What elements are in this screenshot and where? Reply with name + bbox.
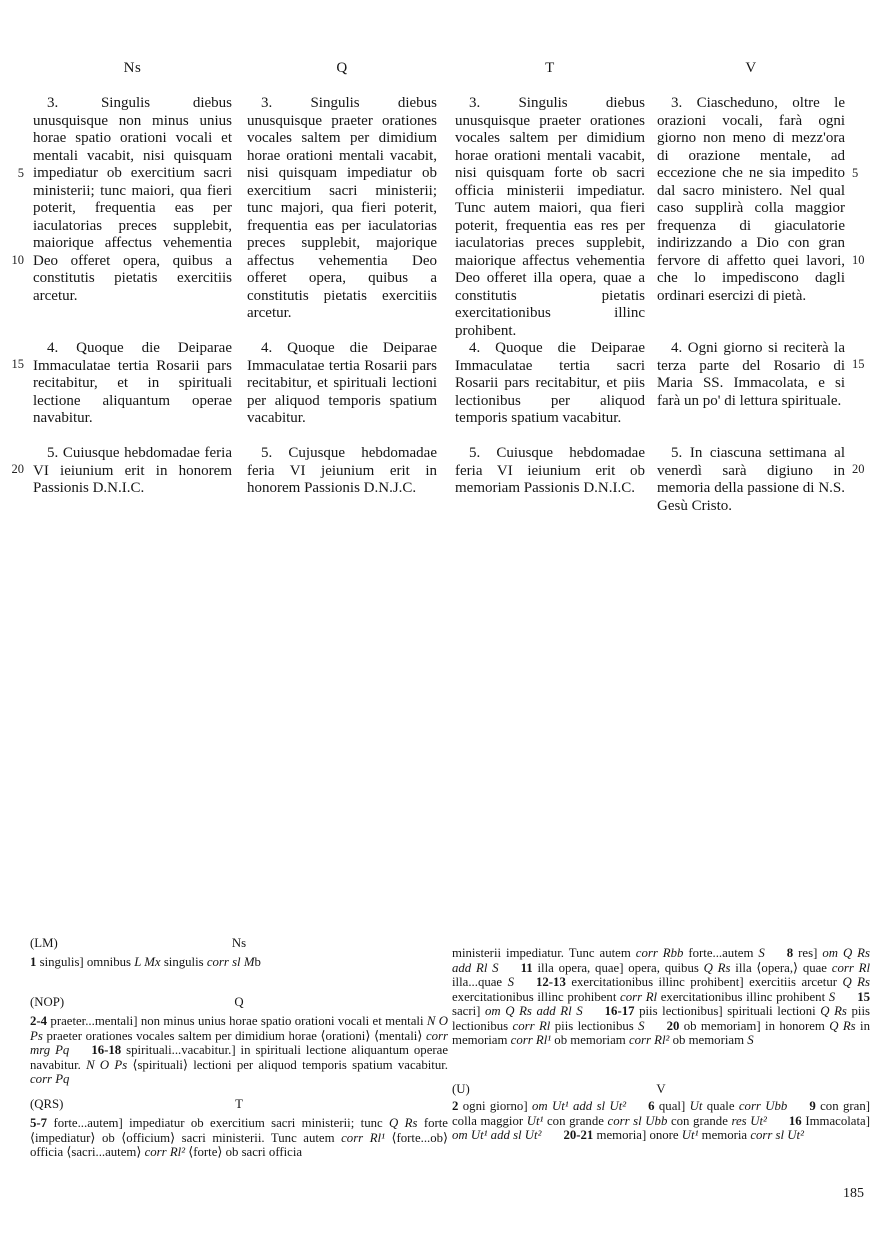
paragraph-5: 5. In ciascuna settimana al venerdì sarà digiuno in memoria della passione di N.S. Gesù Cristo. — [657, 445, 845, 514]
apparatus-section-siglum: V — [656, 1082, 666, 1096]
paragraph-4: 4. Quoque die Deiparae Immaculatae tertia sacri Rosarii pars recitabitur, et piis lectionibus per aliquod temporis spatium vacabitur. — [455, 340, 645, 426]
apparatus-section-siglum: T — [235, 1097, 243, 1111]
paragraph-4: 4. Ogni giorno si reciterà la terza parte del Rosario di Maria SS. Immacolata, e si farà un po' di lettura spirituale. — [657, 340, 845, 409]
apparatus-section-header-nop — [30, 995, 448, 1011]
column-siglum-q: Q — [336, 60, 348, 76]
paragraph-5: 5. Cujusque hebdomadae feria VI jeiunium erit in honorem Passionis D.N.J.C. — [247, 445, 437, 496]
line-number-left-15: 15 — [11, 357, 24, 371]
line-number-right-10: 10 — [852, 253, 865, 267]
paragraph-3: 3. Ciascheduno, oltre le orazioni vocali, farà ogni giorno non meno di mezz'ora di orazione mentale, ad eccezione che ne sia impedito dal sacro ministero. Nel qual caso supplirà colla maggior frequenza di giaculatorie indirizzando a Dio con gran fervore di affetto quei lavori, che lo impediscono dagli ordinari esercizi di pietà. — [657, 95, 845, 304]
line-number-right-5: 5 — [852, 166, 859, 180]
line-number-left-5: 5 — [17, 166, 24, 180]
apparatus-entry-lm: 1 singulis] omnibus L Mx singulis corr sl Mb — [30, 955, 261, 969]
apparatus-entry-qrs-continued: ministerii impediatur. Tunc autem corr Rbb forte...autem S 8 res] om Q Rs add Rl S 11 illa opera, quae] opera, quibus Q Rs illa ⟨opera,⟩ quae corr Rl illa...quae S 12-13 exercitationibus illinc prohibent] exercitiis arcetur Q Rs exercitationibus illinc prohibent corr Rl exercitationibus illinc prohibent S 15 sacri] om Q Rs add Rl S 16-17 piis lectionibus] spirituali lectioni Q Rs piis lectionibus corr Rl piis lectionibus S 20 ob memoriam] in honorem Q Rs in memoriam corr Rl¹ ob memoriam corr Rl² ob memoriam S — [452, 946, 871, 1047]
line-number-right-15: 15 — [852, 357, 865, 371]
apparatus-section-label: (NOP) — [30, 995, 65, 1009]
paragraph-3: 3. Singulis diebus unusquisque praeter orationes vocales saltem per dimidium horae orationi mentali vacabit, nisi quisquam forte ob sacri officia ministerii impediatur. Tunc autem maiori, qua fieri poterit, frequentia eas res per iaculatorias preces supplebit, maiorique affectus vehementia Deo offeret illa opera, quae a constitutis pietatis exercitationibus illinc prohibent. — [455, 95, 645, 339]
text-column-q — [247, 95, 437, 555]
apparatus-section-label: (U) — [452, 1082, 470, 1096]
line-number-left-20: 20 — [11, 462, 24, 476]
text-column-t — [455, 95, 645, 555]
paragraph-5: 5. Cuiusque hebdomadae feria VI ieiunium erit in honorem Passionis D.N.I.C. — [33, 445, 232, 496]
apparatus-section-siglum: Q — [234, 995, 244, 1009]
apparatus-section-header-qrs — [30, 1097, 448, 1113]
column-siglum-ns: Ns — [123, 60, 142, 76]
page-number: 185 — [843, 1186, 864, 1201]
paragraph-4: 4. Quoque die Deiparae Immaculatae tertia Rosarii pars recitabitur, et spirituali lectioni per aliquod temporis spatium vacabitur. — [247, 340, 437, 426]
apparatus-entry-u: 2 ogni giorno] om Ut¹ add sl Ut² 6 qual] Ut quale corr Ubb 9 con gran] colla maggior Ut¹ con grande corr sl Ubb con grande res Ut² 16 Immacolata] om Ut¹ add sl Ut² 20-21 memoria] onore Ut¹ memoria corr sl Ut² — [452, 1099, 870, 1142]
apparatus-entry-nop: 2-4 praeter...mentali] non minus unius horae spatio orationi vocali et mentali N O Ps praeter orationes vocales saltem per dimidium horae ⟨orationi⟩ ⟨mentali⟩ corr mrg Pq 16-18 spirituali...vacabitur.] in spirituali lectione aliquantum operae navabitur. N O Ps ⟨spirituali⟩ lectioni per aliquod temporis spatium vacabitur. corr Pq — [30, 1014, 449, 1086]
text-column-ns — [33, 95, 232, 555]
paragraph-5: 5. Cuiusque hebdomadae feria VI ieiunium erit ob memoriam Passionis D.N.I.C. — [455, 445, 645, 496]
paragraph-4: 4. Quoque die Deiparae Immaculatae tertia Rosarii pars recitabitur, et in spirituali lectione aliquantum operae navabitur. — [33, 340, 232, 426]
paragraph-3: 3. Singulis diebus unusquisque praeter orationes vocales saltem per dimidium horae orationi mentali vacabit, nisi quisquam impediatur ob exercitium sacri ministerii; tunc majori, qua fieri poterit, frequentia eas per iaculatorias preces supplebit, majorique affectus vehementia Deo offeret opera, quibus a constitutis pietatis exercitiis arcetur. — [247, 95, 437, 321]
apparatus-section-header-u — [452, 1082, 870, 1098]
paragraph-3: 3. Singulis diebus unusquisque non minus unius horae spatio orationi vocali et mentali vacabit, nisi quisquam impediatur ob exercitium sacri ministerii; tunc maiori, qua fieri poterit, frequentia eas per iaculatorias preces supplebit, maiorique affectus vehementia Deo offeret opera, quibus a constitutis pietatis exercitiis arcetur. — [33, 95, 232, 304]
apparatus-section-siglum: Ns — [231, 936, 247, 950]
apparatus-section-header-lm — [30, 936, 448, 952]
apparatus-section-label: (QRS) — [30, 1097, 64, 1111]
text-column-v — [657, 95, 845, 555]
line-number-left-10: 10 — [11, 253, 24, 267]
apparatus-section-label: (LM) — [30, 936, 58, 950]
column-siglum-t: T — [545, 60, 555, 76]
column-siglum-v: V — [745, 60, 757, 76]
line-number-right-20: 20 — [852, 462, 865, 476]
apparatus-entry-qrs: 5-7 forte...autem] impediatur ob exercitium sacri ministerii; tunc Q Rs forte ⟨impediatur⟩ ob ⟨officium⟩ sacri ministerii. Tunc autem corr Rl¹ ⟨forte...ob⟩ officia ⟨sacri...autem⟩ corr Rl² ⟨forte⟩ ob sacri officia — [30, 1116, 449, 1159]
